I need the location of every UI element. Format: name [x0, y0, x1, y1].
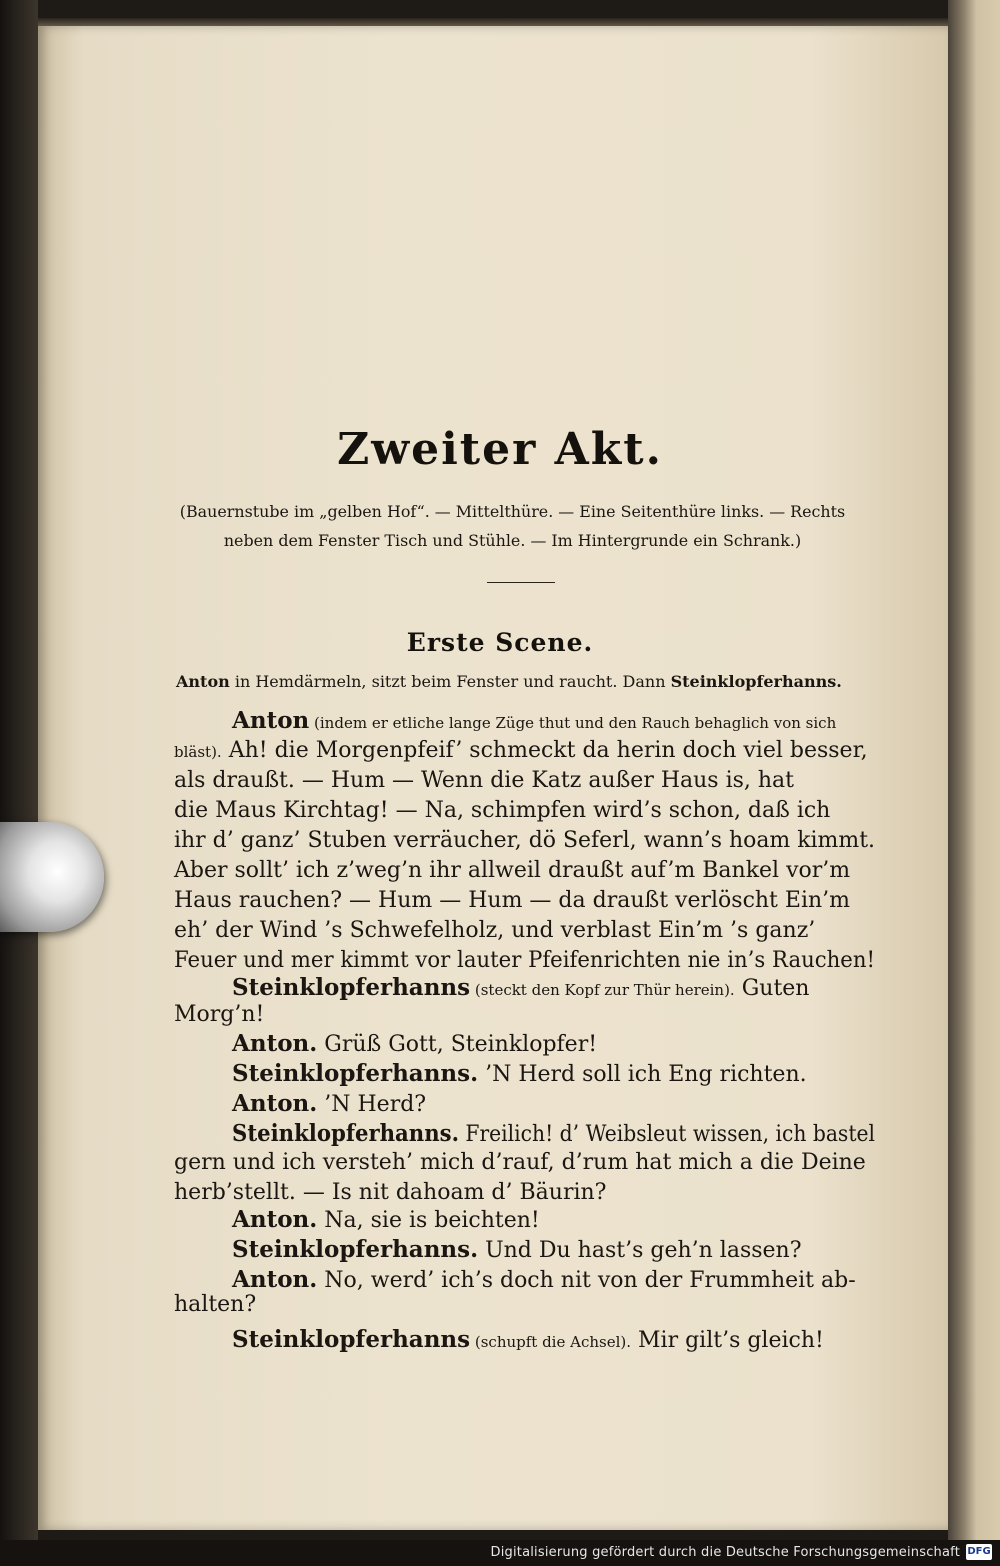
dialogue-text: ’N Herd? — [317, 1092, 427, 1117]
dialogue-line — [232, 1326, 824, 1353]
speaker-name: Steinklopferhanns — [232, 1326, 471, 1353]
dialogue-text: Grüß Gott, Steinklopfer! — [317, 1032, 598, 1057]
dialogue-line — [232, 1206, 540, 1233]
speaker-name: Anton. — [232, 1030, 318, 1057]
speaker-name: Anton. — [232, 1090, 318, 1117]
footer-credit: Digitalisierung gefördert durch die Deutsche Forschungsgemeinschaft — [490, 1545, 960, 1560]
dialogue-line: eh’ der Wind ’s Schwefelholz, und verblast Ein’m ’s ganz’ — [174, 918, 816, 943]
stage-direction-line-2: neben dem Fenster Tisch und Stühle. — Im Hintergrunde ein Schrank.) — [223, 531, 802, 550]
speaker-name: Steinklopferhanns — [232, 974, 471, 1001]
dialogue-text: Mir gilt’s gleich! — [631, 1328, 824, 1353]
book-left-edge — [0, 0, 38, 1566]
dialogue-line — [232, 1236, 802, 1263]
speaker-name: Steinklopferhanns. — [232, 1060, 479, 1087]
section-divider — [487, 582, 555, 583]
dialogue-line: Haus rauchen? — Hum — Hum — da draußt verlöscht Ein’m — [174, 888, 851, 913]
stage-direction-line-1: (Bauernstube im „gelben Hof“. — Mittelthüre. — Eine Seitenthüre links. — Rechts — [179, 502, 846, 521]
dialogue-line: ihr d’ ganz’ Stuben verräucher, dö Seferl, wann’s hoam kimmt. — [174, 828, 875, 853]
speaker-name: Anton — [232, 707, 310, 734]
stage-direction-inline: (schupft die Achsel). — [470, 1333, 632, 1351]
dialogue-line — [232, 1060, 807, 1087]
dialogue-line — [232, 1030, 597, 1057]
stage-direction-inline: (steckt den Kopf zur Thür herein). — [470, 981, 735, 999]
dialogue-text: Na, sie is beichten! — [317, 1208, 540, 1233]
dialogue-line — [232, 707, 836, 734]
dfg-logo: DFG — [966, 1544, 992, 1560]
dialogue-line: Feuer und mer kimmt vor lauter Pfeifenrichten nie in’s Rauchen! — [174, 948, 875, 973]
dialogue-line — [232, 1120, 875, 1147]
dialogue-text: No, werd’ ich’s doch nit von der Frummheit ab- — [317, 1268, 856, 1293]
speaker-name: Anton. — [232, 1266, 318, 1293]
stage-direction-inline: bläst). — [174, 743, 222, 761]
dialogue-line: herb’stellt. — Is nit dahoam d’ Bäurin? — [174, 1180, 607, 1205]
dialogue-text: ’N Herd soll ich Eng richten. — [478, 1062, 807, 1087]
act-heading: Zweiter Akt. — [337, 424, 663, 475]
scene-direction — [176, 672, 842, 691]
dialogue-text: Ah! die Morgenpfeif’ schmeckt da herin doch viel besser, — [221, 738, 868, 763]
dialogue-line — [174, 738, 868, 763]
dialogue-text: Und Du hast’s geh’n lassen? — [478, 1238, 802, 1263]
speaker-name: Anton. — [232, 1206, 318, 1233]
dialogue-text: Freilich! d’ Weibsleut wissen, ich bastel — [458, 1122, 875, 1147]
character-name: Anton — [176, 672, 230, 691]
stage-direction-inline: (indem er etliche lange Züge thut und den Rauch behaglich von sich — [309, 714, 837, 732]
speaker-name: Steinklopferhanns. — [232, 1236, 479, 1263]
dialogue-line: gern und ich versteh’ mich d’rauf, d’rum hat mich a die Deine — [174, 1150, 866, 1175]
dialogue-line: Morg’n! — [174, 1002, 265, 1027]
dialogue-line: die Maus Kirchtag! — Na, schimpfen wird’s schon, daß ich — [174, 798, 831, 823]
book-right-edge — [948, 0, 1000, 1566]
dialogue-line: als draußt. — Hum — Wenn die Katz außer Haus is, hat — [174, 768, 795, 793]
dialogue-line — [232, 1090, 426, 1117]
scene-direction-text: in Hemdärmeln, sitzt beim Fenster und raucht. Dann — [229, 672, 671, 691]
dialogue-text: Guten — [734, 976, 810, 1001]
dialogue-line — [232, 1266, 856, 1293]
character-name: Steinklopferhanns. — [670, 672, 842, 691]
speaker-name: Steinklopferhanns. — [232, 1120, 459, 1147]
dialogue-line: Aber sollt’ ich z’weg’n ihr allweil draußt auf’m Bankel vor’m — [174, 858, 851, 883]
dialogue-line — [232, 974, 809, 1001]
scene-title: Erste Scene. — [406, 628, 594, 657]
dialogue-line: halten? — [174, 1292, 257, 1317]
